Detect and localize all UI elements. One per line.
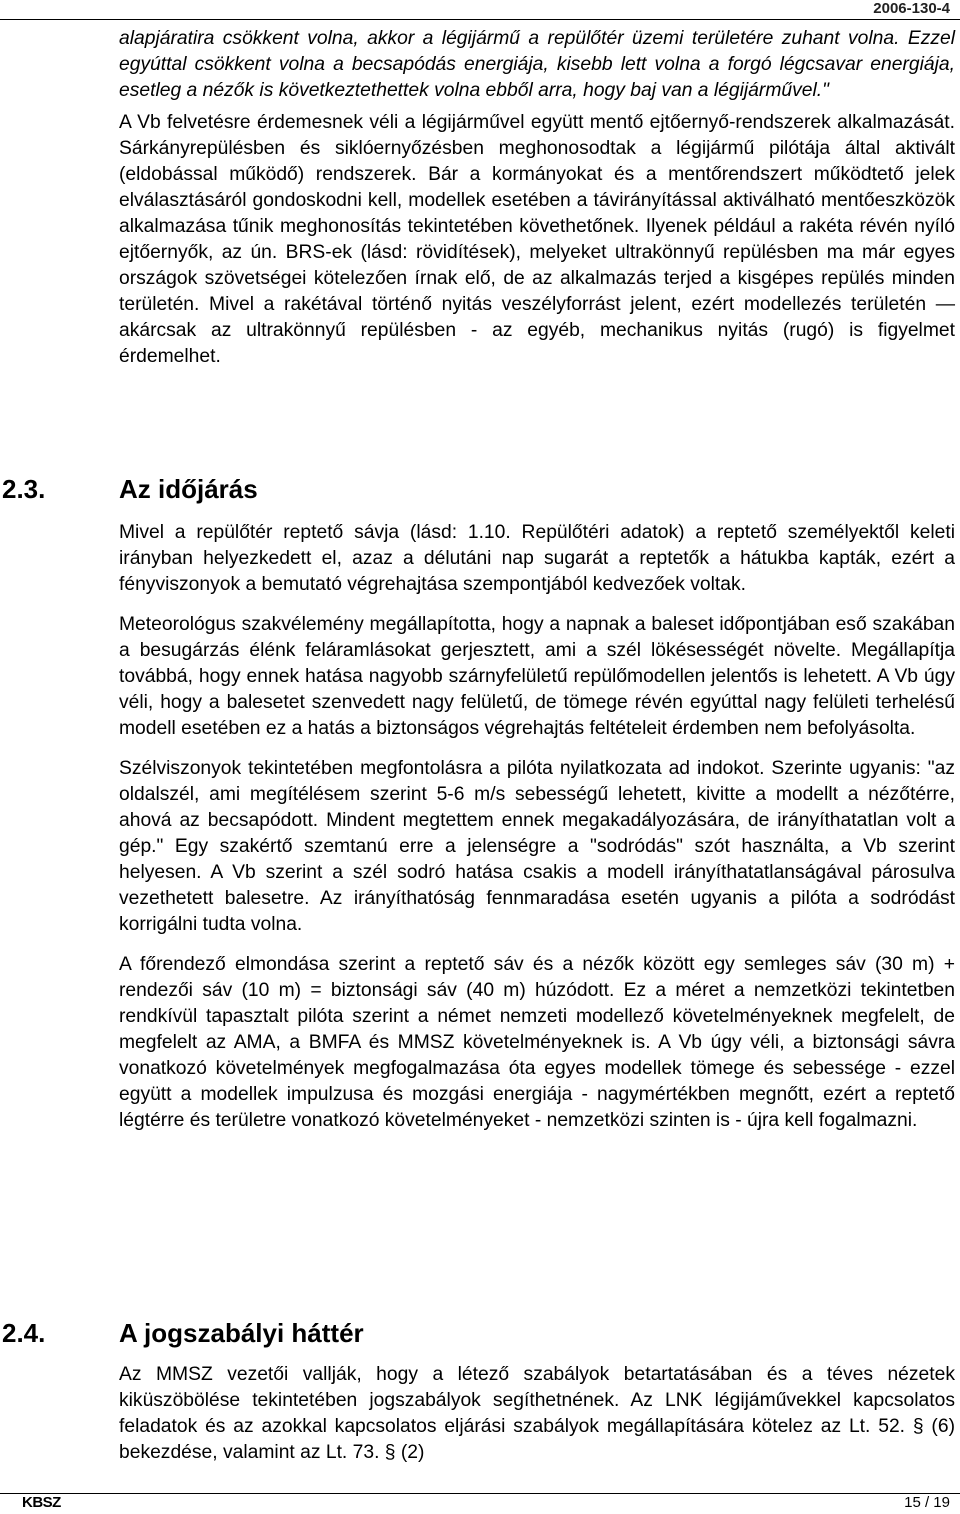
footer-divider — [0, 1493, 960, 1494]
section-title: Az időjárás — [119, 474, 258, 504]
header-divider — [0, 19, 960, 20]
section-title: A jogszabályi háttér — [119, 1318, 364, 1348]
intro-quote-paragraph: alapjáratira csökkent volna, akkor a légijármű a repülőtér üzemi területére zuhant volna. Ezzel egyúttal csökkent volna a becsapódás energiája, kisebb lett volna a forgó légcsavar energiája, esetleg a nézők is következtethettek volna ebből arra, hogy baj van a légijárművel." — [119, 28, 955, 101]
section-number: 2.3. — [2, 474, 46, 504]
section-heading-2-3 — [2, 474, 258, 505]
section-heading-2-4 — [2, 1318, 364, 1349]
section-2-3-content — [119, 520, 955, 1134]
paragraph: Szélviszonyok tekintetében megfontolásra a pilóta nyilatkozata ad indokot. Szerinte ugyanis: "az oldalszél, ami megítélésem szerint 5-6 m/s sebességű lehetett, kivitte a modellt a nézőtérre, ahová az becsapódott. Mindent megtettem ennek megakadályozására, de irányíthatatlan volt a gép." Egy szakértő szemtanú erre a jelenségre a "sodródás" szót használta, a Vb szerint helyesen. A Vb szerint a szél sodró hatása csakis a modell irányíthatatlanságával párosulva vezethetett balesetre. Az irányíthatóság fennmaradása esetén ugyanis a pilóta a sodródást korrigálni tudta volna. — [119, 758, 955, 935]
section-number: 2.4. — [2, 1318, 46, 1348]
paragraph: A főrendező elmondása szerint a reptető sáv és a nézők között egy semleges sáv (30 m) + rendezői sáv (10 m) = biztonsági sáv (40 m) húzódott. Ez a méret a nemzetközi tekintetben rendkívül tapasztalt pilóta szerint a német nemzeti modellező követelményeknek megfelelt, de megfelelt az AMA, a BMFA és MMSZ követelményeknek is. A Vb úgy véli, a biztonsági sávra vonatkozó követelmények megfogalmazása óta egyes modellek tömege és sebessége - ezzel együtt a modellek impulzusa és mozgási energiája - nagymértékben megnőtt, ezért a reptető légtérre és területre vonatkozó követelményeket - nemzetközi szinten is - újra kell fogalmazni. — [119, 954, 955, 1131]
document-id: 2006-130-4 — [873, 0, 950, 17]
page-number: 15 / 19 — [904, 1494, 950, 1511]
page-content — [119, 26, 955, 370]
paragraph: Mivel a repülőtér reptető sávja (lásd: 1.10. Repülőtéri adatok) a reptető személyektől keleti irányban helyezkedett el, azaz a délutáni nap sugarát a reptetők a hátukba kapták, ezért a fényviszonyok a bemutató végrehajtása szempontjából kedvezőek voltak. — [119, 522, 955, 595]
kbsz-logo: KBSZ — [22, 1494, 61, 1511]
section-2-4-content — [119, 1362, 955, 1466]
paragraph: Meteorológus szakvélemény megállapította, hogy a napnak a baleset időpontjában eső szakában a besugárzás élénk feláramlásokat gerjesztett, ami a szél lökésességét növelte. Megállapítja továbbá, hogy ennek hatása nagyobb szárnyfelületű repülőmodellen jelentős is lehetett. A Vb úgy véli, hogy a balesetet szenvedett nagy felületű, de tömege révén egyúttal nagy felületi terhelésű modell esetében ez a hatás a biztonságos végrehajtás feltételeit érdemben nem befolyásolta. — [119, 614, 955, 739]
parachute-paragraph: A Vb felvetésre érdemesnek véli a légijárművel együtt mentő ejtőernyő-rendszerek alkalmazását. Sárkányrepülésben és siklóernyőzésben meghonosodtak a légijármű pilótája által aktivált (eldobással működő) rendszerek. Bár a kormányokat és a mentőrendszert működtető jelek elválasztásáról gondoskodni kell, modellek esetében a távirányítással aktiválható mentőeszközök alkalmazása tűnik meghonosítás tekintetében követhetőnek. Ilyenek például a rakéta révén nyíló ejtőernyők, az ún. BRS-ek (lásd: rövidítések), melyeket ultrakönnyű repülésben ma már egyes országok szövetségei kötelezően írnak elő, de az alkalmazás terjed a kisgépes repülés minden területén. Mivel a rakétával történő nyitás veszélyforrást jelent, ezért modellezés területén ― akárcsak az ultrakönnyű repülésben - az egyéb, mechanikus nyitás (rugó) is figyelmet érdemelhet. — [119, 112, 955, 367]
paragraph: Az MMSZ vezetői vallják, hogy a létező szabályok betartatásában és a téves nézetek kiküszöbölése tekintetében jogszabályok segíthetnének. Az LNK légijáművekkel kapcsolatos feladatok és az azokkal kapcsolatos eljárási szabályok megállapítására kötelez az Lt. 52. § (6) bekezdése, valamint az Lt. 73. § (2) — [119, 1364, 955, 1463]
